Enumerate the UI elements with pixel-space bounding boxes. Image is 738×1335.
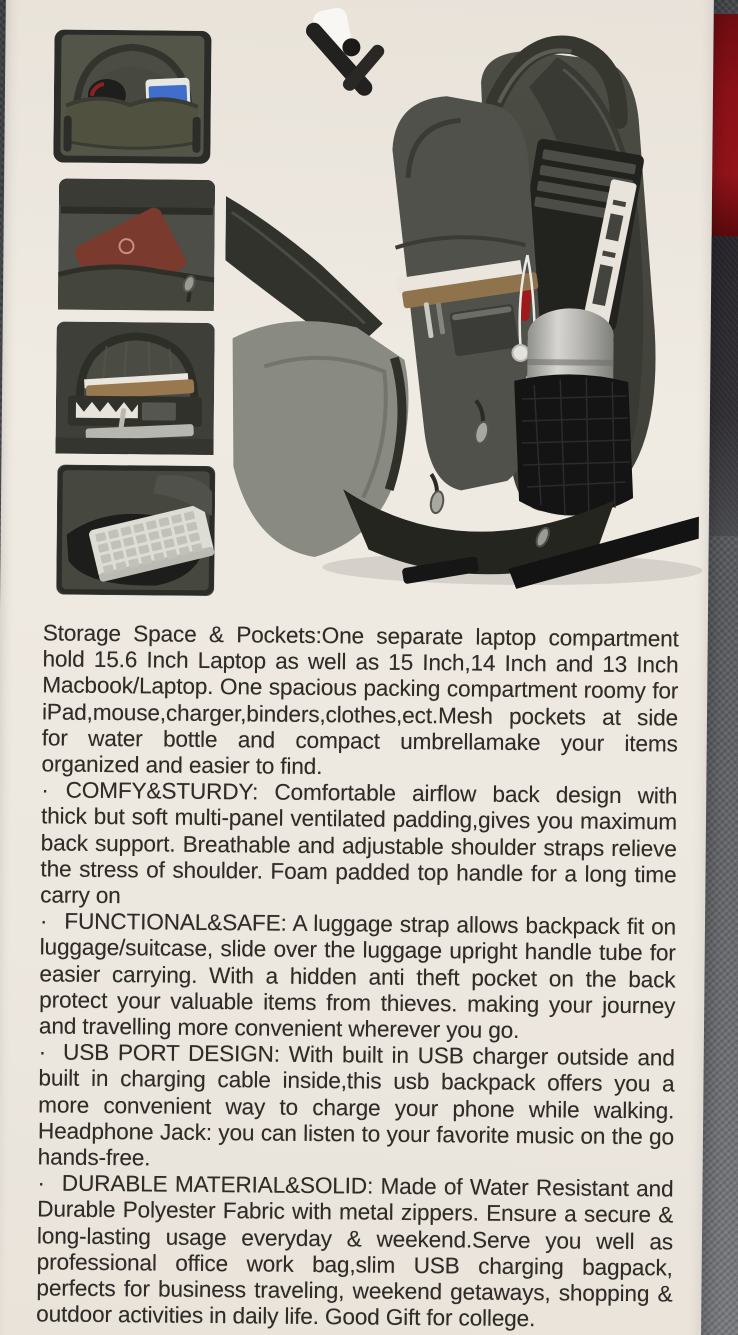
paragraph-storage-space [41, 620, 678, 783]
bullet: · [37, 1170, 45, 1196]
bullet: · [39, 908, 48, 934]
dark-fabric-patch [710, 236, 738, 536]
thumbnail-keyboard-image [56, 465, 215, 597]
thumbnail-pocket-phone-image [53, 29, 211, 164]
product-description [36, 620, 679, 1334]
paragraph-durable-material [36, 1171, 673, 1334]
bullet: · [38, 1039, 47, 1065]
thumbnail-organizer-image [55, 322, 214, 456]
thumbnail-pocket-tablet-image [58, 179, 215, 311]
red-background-object [712, 14, 738, 242]
main-backpack-image [222, 26, 709, 593]
bullet: · [41, 777, 49, 803]
paragraph-text: COMFY&STURDY: Comfortable airflow back design with thick but soft multi-panel ventilated padding,gives you maximum back support. Breathable and adjustable shoulder straps relieve the stress of shoulder. Foam padded top handle for a long time carry on [40, 777, 678, 909]
paragraph-text: FUNCTIONAL&SAFE: A luggage strap allows backpack fit on luggage/suitcase, slide over the luggage upright handle tube for easier carrying. With a hidden anti theft pocket on the back protect your valuable items from thieves. making your journey and travelling more convenient wherever you go. [38, 908, 677, 1044]
paragraph-comfy-sturdy [40, 778, 677, 915]
paragraph-text: Storage Space & Pockets:One separate laptop compartment hold 15.6 Inch Laptop as well as 15 Inch,14 Inch and 13 Inch Macbook/Laptop. One spacious packing compartment roomy for iPad,mouse,charger,binders,clothes,ect.Mesh pockets at side for water bottle and compact umbrellamake your items organized and easier to find. [41, 620, 679, 780]
paragraph-text: DURABLE MATERIAL&SOLID: Made of Water Resistant and Durable Polyester Fabric with metal zippers. Ensure a secure & long-lasting usage everyday & weekend.Serve you well as professional office work bag,slim USB charging bagpack, perfects for business traveling, weekend getaways, shopping & outdoor activities in daily life. Good Gift for college. [36, 1170, 674, 1332]
paragraph-text: USB PORT DESIGN: With built in USB charger outside and built in charging cable inside,this usb backpack offers you a more convenient way to charge your phone while walking. Headphone Jack: you can listen to your favorite music on the go hands-free. [37, 1039, 675, 1171]
paragraph-functional-safe [39, 909, 676, 1046]
paragraph-usb-port-design [38, 1040, 675, 1177]
